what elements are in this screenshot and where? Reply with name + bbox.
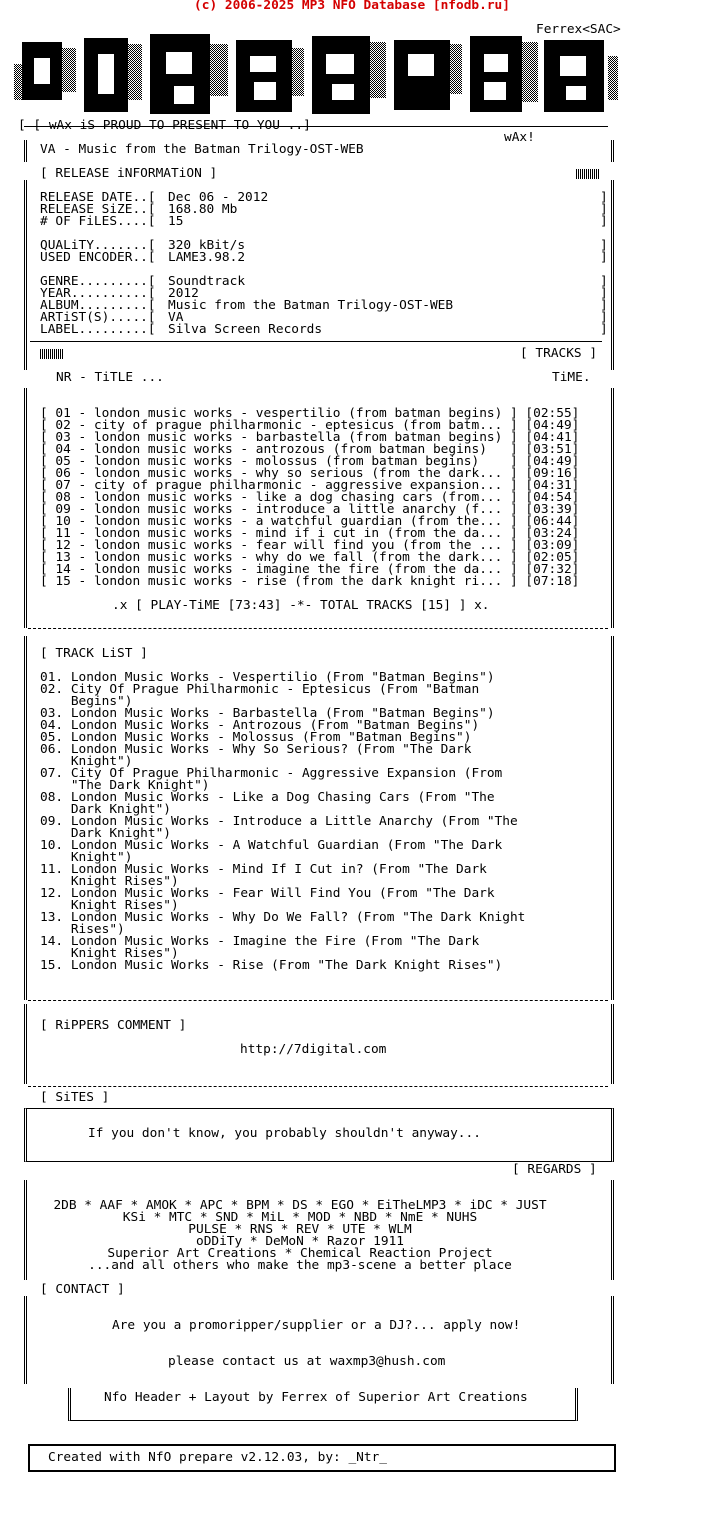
logo-cutout [166,52,192,74]
track-list-line: 06. London Music Works - Why So Serious? (From "The Dark [40,742,472,757]
bracket: ] [ [502,406,534,421]
track-list-line: 13. London Music Works - Why Do We Fall? (From "The Dark Knight [40,910,526,925]
present-text: [ wAx iS PROUD TO PRESENT TO YOU ..] [33,118,311,133]
track-nr: 13 [55,550,71,565]
bracket: ] [571,466,580,481]
bracket: ] [571,502,580,517]
contact-line-email: please contact us at waxmp3@hush.com [168,1354,446,1369]
author-tag: Ferrex<SAC> [536,22,621,37]
track-time: 03:51 [533,442,572,457]
bracket: ] [ [502,574,534,589]
track-nr: 08 [55,490,71,505]
bracket: ] [600,238,608,253]
regards-line: 2DB * AAF * AMOK * APC * BPM * DS * EGO * EiTheLMP3 * iDC * JUST [53,1198,547,1213]
track-list-line: 08. London Music Works - Like a Dog Chasing Cars (From "The [40,790,495,805]
logo-block [210,44,228,96]
separator: - [70,550,94,565]
present-line: [ [ wAx iS PROUD TO PRESENT TO YOU ..] [18,118,311,133]
track-list-line: Knight Rises") [40,898,179,913]
bracket: ] [ [502,490,534,505]
logo-cutout [408,54,434,76]
track-title: london music works - like a dog chasing cars (from... [93,490,503,505]
release-field-label: RELEASE SiZE..[ [40,202,156,217]
regards-heading: [ REGARDS ] [512,1162,597,1177]
track-nr: 05 [55,454,71,469]
bracket: [ [40,502,56,517]
bracket: ] [600,214,608,229]
bracket: ] [571,574,580,589]
track-title: london music works - introduce a little anarchy (f... [93,502,503,517]
track-time: 03:09 [533,538,572,553]
track-list-heading: [ TRACK LiST ] [40,646,148,661]
bracket: ] [571,478,580,493]
bracket: ] [ [502,466,534,481]
track-time: 07:18 [533,574,572,589]
track-time: 04:49 [533,418,572,433]
track-list-line: "The Dark Knight") [40,778,210,793]
track-title: london music works - vespertilio (from batman begins) [93,406,503,421]
bracket: [ [40,538,56,553]
release-field-value: 320 kBit/s [168,238,246,253]
track-time: 02:55 [533,406,572,421]
bracket: ] [ [502,550,534,565]
release-info-heading: [ RELEASE iNFORMATiON ] [40,166,218,181]
release-field-value: Dec 06 - 2012 [168,190,269,205]
bracket: [ [40,418,56,433]
separator: - [70,406,94,421]
regards-line: oDDiTy * DeMoN * Razor 1911 [195,1234,405,1249]
track-nr: 01 [55,406,71,421]
logo-cutout [98,54,114,94]
release-field-value: Soundtrack [168,274,246,289]
bracket: ] [571,550,580,565]
release-field-value: 168.80 Mb [168,202,238,217]
track-list-line: Begins") [40,694,133,709]
bracket: ] [ [502,538,534,553]
logo-block [370,42,386,98]
logo-block [608,56,618,100]
bracket: ] [600,274,608,289]
track-title: london music works - barbastella (from batman begins) [93,430,503,445]
bracket: [ [40,562,56,577]
release-field-label: ARTiST(S).....[ [40,310,156,325]
separator: - [70,454,94,469]
bracket: ] [571,514,580,529]
track-time: 03:39 [533,502,572,517]
track-list-line: 12. London Music Works - Fear Will Find You (From "The Dark [40,886,495,901]
track-nr: 14 [55,562,71,577]
track-time: 04:31 [533,478,572,493]
bracket: ] [ [502,514,534,529]
bracket: ] [571,454,580,469]
created-with: Created with NfO prepare v2.12.03, by: _Ntr_ [48,1450,387,1465]
track-nr: 15 [55,574,71,589]
release-field-value: LAME3.98.2 [168,250,246,265]
track-list-line: 11. London Music Works - Mind If I Cut in? (From "The Dark [40,862,487,877]
release-field-label: GENRE.........[ [40,274,156,289]
bracket: [ [40,466,56,481]
bracket: [ [40,478,56,493]
regards-line: KSi * MTC * SND * MiL * MOD * NBD * NmE * NUHS [122,1210,478,1225]
logo-cutout [250,56,276,72]
track-list-line: 15. London Music Works - Rise (From "The Dark Knight Rises") [40,958,503,973]
rippers-comment-heading: [ RiPPERS COMMENT ] [40,1018,187,1033]
tracks-heading: [ TRACKS ] [520,346,598,361]
logo-block [14,64,24,100]
bracket: ] [600,322,608,337]
sites-text: If you don't know, you probably shouldn't anyway... [88,1126,481,1141]
bracket: ] [571,406,580,421]
logo-cutout [254,82,276,100]
separator: - [70,526,94,541]
bracket: [ [40,442,56,457]
bracket: ] [571,442,580,457]
logo-cutout [566,86,586,100]
track-time: 06:44 [533,514,572,529]
bracket: [ [40,574,56,589]
bracket: [ [40,490,56,505]
regards-line: ...and all others who make the mp3-scene a better place [88,1258,512,1273]
track-row [40,576,579,588]
track-nr: 12 [55,538,71,553]
track-nr: 06 [55,466,71,481]
track-list-line: 14. London Music Works - Imagine the Fire (From "The Dark [40,934,480,949]
track-title: london music works - why do we fall (from the dark... [93,550,503,565]
release-field-value: Silva Screen Records [168,322,323,337]
regards-line: Superior Art Creations * Chemical Reaction Project [107,1246,493,1261]
track-time: 09:16 [533,466,572,481]
track-nr: 10 [55,514,71,529]
release-field-value: 15 [168,214,184,229]
track-title: city of prague philharmonic - aggressive expansion... [93,478,503,493]
track-title: london music works - fear will find you (from the ... [93,538,503,553]
bracket: [ [40,514,56,529]
track-list-line: Knight Rises") [40,946,179,961]
logo-block [62,48,76,92]
rippers-comment-link[interactable]: http://7digital.com [240,1042,387,1057]
bracket: ] [571,562,580,577]
bracket: ] [571,526,580,541]
bracket: ] [ [502,562,534,577]
bracket: ] [600,298,608,313]
track-time: 02:05 [533,550,572,565]
release-field-value: 2012 [168,286,199,301]
track-list-line: Knight Rises") [40,874,179,889]
separator: - [70,442,94,457]
track-list-line: Dark Knight") [40,826,171,841]
release-field-value: Music from the Batman Trilogy-OST-WEB [168,298,454,313]
track-list-line: 01. London Music Works - Vespertilio (From "Batman Begins") [40,670,495,685]
bracket: ] [600,310,608,325]
bracket: ] [ [502,478,534,493]
tracks-col-time: TiME. [552,370,591,385]
contact-line-apply: Are you a promoripper/supplier or a DJ?... apply now! [112,1318,521,1333]
tracks-col-title: NR - TiTLE ... [56,370,164,385]
track-list-line: 07. City Of Prague Philharmonic - Aggressive Expansion (From [40,766,503,781]
track-list-line: 03. London Music Works - Barbastella (From "Batman Begins") [40,706,495,721]
track-list-line: 02. City Of Prague Philharmonic - Eptesicus (From "Batman [40,682,480,697]
release-field-label: ALBUM.........[ [40,298,156,313]
release-field-label: QUALiTY.......[ [40,238,156,253]
release-field-label: RELEASE DATE..[ [40,190,156,205]
bracket: [ [40,430,56,445]
track-list-line: Knight") [40,850,133,865]
track-time: 04:49 [533,454,572,469]
bracket: [ [40,406,56,421]
logo-cutout [484,54,508,72]
track-list-line: 09. London Music Works - Introduce a Little Anarchy (From "The [40,814,518,829]
track-nr: 04 [55,442,71,457]
ascii-art-logo [14,34,618,116]
sites-heading: [ SiTES ] [40,1090,110,1105]
track-nr: 09 [55,502,71,517]
track-title: city of prague philharmonic - eptesicus (from batm... [93,418,503,433]
logo-cutout [174,86,194,104]
group-tag: wAx! [504,130,535,145]
tracks-summary: .x [ PLAY-TiME [73:43] -*- TOTAL TRACKS [15] ] x. [112,598,490,613]
logo-block [522,42,538,102]
track-list-line: Knight") [40,754,133,769]
logo-cutout [326,54,354,74]
separator: - [70,502,94,517]
track-time: 03:24 [533,526,572,541]
track-nr: 02 [55,418,71,433]
track-list-line: Dark Knight") [40,802,171,817]
bracket: ] [ [502,526,534,541]
separator: - [70,490,94,505]
bracket: [ [40,454,56,469]
track-title: london music works - why so serious (from the dark... [93,466,503,481]
track-title: london music works - imagine the fire (from the da... [93,562,503,577]
separator: - [70,514,94,529]
bracket: [ [40,526,56,541]
release-field-value: VA [168,310,184,325]
regards-line: PULSE * RNS * REV * UTE * WLM [188,1222,412,1237]
track-nr: 07 [55,478,71,493]
logo-cutout [332,84,354,100]
logo-block [312,36,370,114]
track-title: london music works - a watchful guardian (from the... [93,514,503,529]
release-title: VA - Music from the Batman Trilogy-OST-WEB [40,142,364,157]
track-time: 04:41 [533,430,572,445]
layout-credit: Nfo Header + Layout by Ferrex of Superior Art Creations [104,1390,528,1405]
bracket: ] [571,430,580,445]
logo-cutout [34,58,50,84]
logo-block [236,40,292,112]
bracket: ] [ [502,442,534,457]
bracket: [ [40,550,56,565]
track-title: london music works - molossus (from batman begins) [93,454,503,469]
separator: - [70,574,94,589]
bracket: ] [571,538,580,553]
bracket: ] [571,490,580,505]
logo-cutout [484,82,506,100]
release-field-label: USED ENCODER..[ [40,250,156,265]
logo-block [128,44,142,100]
track-list-line: 10. London Music Works - A Watchful Guardian (From "The Dark [40,838,503,853]
site-banner: (c) 2006-2025 MP3 NFO Database [nfodb.ru] [194,0,510,13]
bracket: ] [600,190,608,205]
separator: - [70,538,94,553]
release-field-label: YEAR..........[ [40,286,156,301]
track-time: 07:32 [533,562,572,577]
track-list-line: 05. London Music Works - Molossus (From "Batman Begins") [40,730,472,745]
bracket: ] [ [502,430,534,445]
separator: - [70,478,94,493]
bracket: ] [ [502,454,534,469]
track-title: london music works - mind if i cut in (from the da... [93,526,503,541]
separator: - [70,466,94,481]
track-nr: 11 [55,526,71,541]
separator: - [70,562,94,577]
track-title: london music works - antrozous (from batman begins) [93,442,503,457]
bracket: ] [ [502,418,534,433]
track-nr: 03 [55,430,71,445]
separator: - [70,418,94,433]
bracket: ] [600,250,608,265]
contact-frame [24,1296,614,1384]
contact-heading: [ CONTACT ] [40,1282,125,1297]
logo-cutout [560,56,586,76]
release-field-label: # OF FiLES....[ [40,214,156,229]
logo-block [450,44,462,94]
bracket: ] [600,286,608,301]
logo-block [470,36,522,112]
bracket: ] [571,418,580,433]
logo-block [292,48,304,96]
track-list-line: 04. London Music Works - Antrozous (From "Batman Begins") [40,718,480,733]
track-time: 04:54 [533,490,572,505]
bracket: ] [ [502,502,534,517]
bracket: ] [600,202,608,217]
track-list-line: Rises") [40,922,125,937]
track-title: london music works - rise (from the dark knight ri... [93,574,503,589]
separator: - [70,430,94,445]
release-field-label: LABEL.........[ [40,322,156,337]
